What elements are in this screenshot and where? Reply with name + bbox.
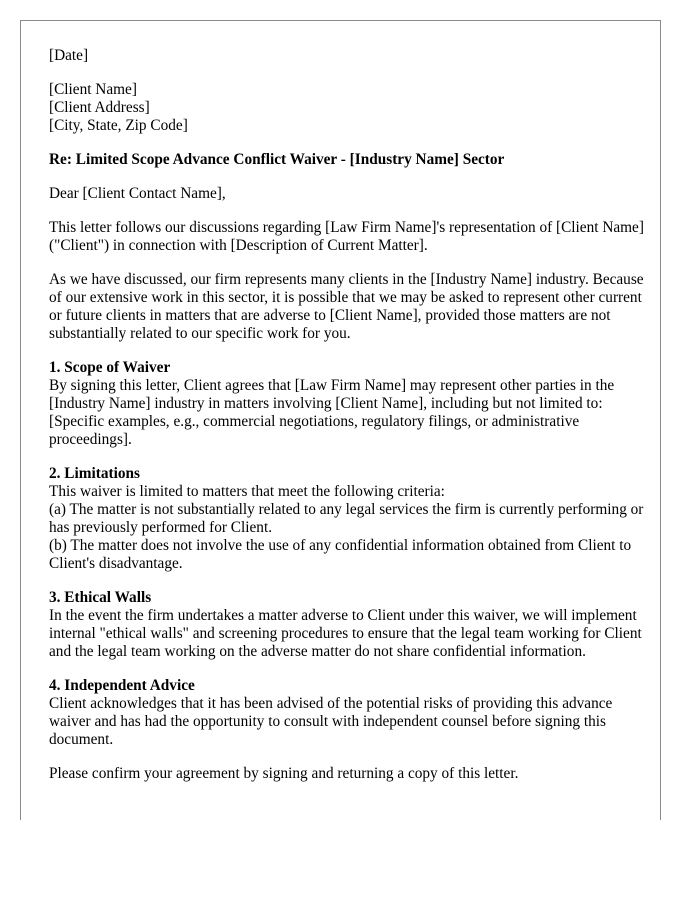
closing-paragraph: Please confirm your agreement by signing and returning a copy of this letter.: [49, 765, 519, 782]
letter-body: [49, 47, 649, 783]
limitation-item-a: (a) The matter is not substantially related to any legal services the firm is currently performing or has previously performed for Client.: [49, 501, 644, 536]
letter-salutation: Dear [Client Contact Name],: [49, 185, 226, 202]
section-heading: 1. Scope of Waiver: [49, 359, 171, 376]
limitation-item-b: (b) The matter does not involve the use of any confidential information obtained from Client to Client's disadvantage.: [49, 537, 632, 572]
section-heading: 2. Limitations: [49, 465, 140, 482]
intro-paragraph: This letter follows our discussions regarding [Law Firm Name]'s representation of [Client Name] ("Client") in connection with [Description of Current Matter].: [49, 219, 644, 254]
section-text: This waiver is limited to matters that meet the following criteria:: [49, 483, 445, 500]
letter-page: [20, 20, 661, 820]
letter-subject: Re: Limited Scope Advance Conflict Waiver - [Industry Name] Sector: [49, 151, 505, 168]
section-heading: 4. Independent Advice: [49, 677, 195, 694]
section-limitations: [49, 465, 649, 573]
section-independent-advice: [49, 677, 649, 749]
section-heading: 3. Ethical Walls: [49, 589, 152, 606]
section-text: Client acknowledges that it has been advised of the potential risks of providing this advance waiver and has had the opportunity to consult with independent counsel before signing this document.: [49, 695, 613, 748]
section-text: By signing this letter, Client agrees that [Law Firm Name] may represent other parties in the [Industry Name] industry in matters involving [Client Name], including but not limited to: [Specific examples, e.g., commercial negotiations, regulatory filings, or administrative proceedings].: [49, 377, 615, 448]
section-ethical-walls: [49, 589, 649, 661]
background-paragraph: As we have discussed, our firm represents many clients in the [Industry Name] industry. Because of our extensive work in this sector, it is possible that we may be asked to represent other current or future clients in matters that are adverse to [Client Name], provided those matters are not substantially related to our specific work for you.: [49, 271, 644, 342]
letter-date: [Date]: [49, 47, 89, 64]
client-address-block: [49, 81, 649, 135]
section-text: In the event the firm undertakes a matter adverse to Client under this waiver, we will implement internal "ethical walls" and screening procedures to ensure that the legal team working for Client and the legal team working on the adverse matter do not share confidential information.: [49, 607, 642, 660]
client-name: [Client Name]: [49, 81, 137, 98]
client-city-state-zip: [City, State, Zip Code]: [49, 117, 188, 134]
section-scope-of-waiver: [49, 359, 649, 449]
client-address: [Client Address]: [49, 99, 150, 116]
